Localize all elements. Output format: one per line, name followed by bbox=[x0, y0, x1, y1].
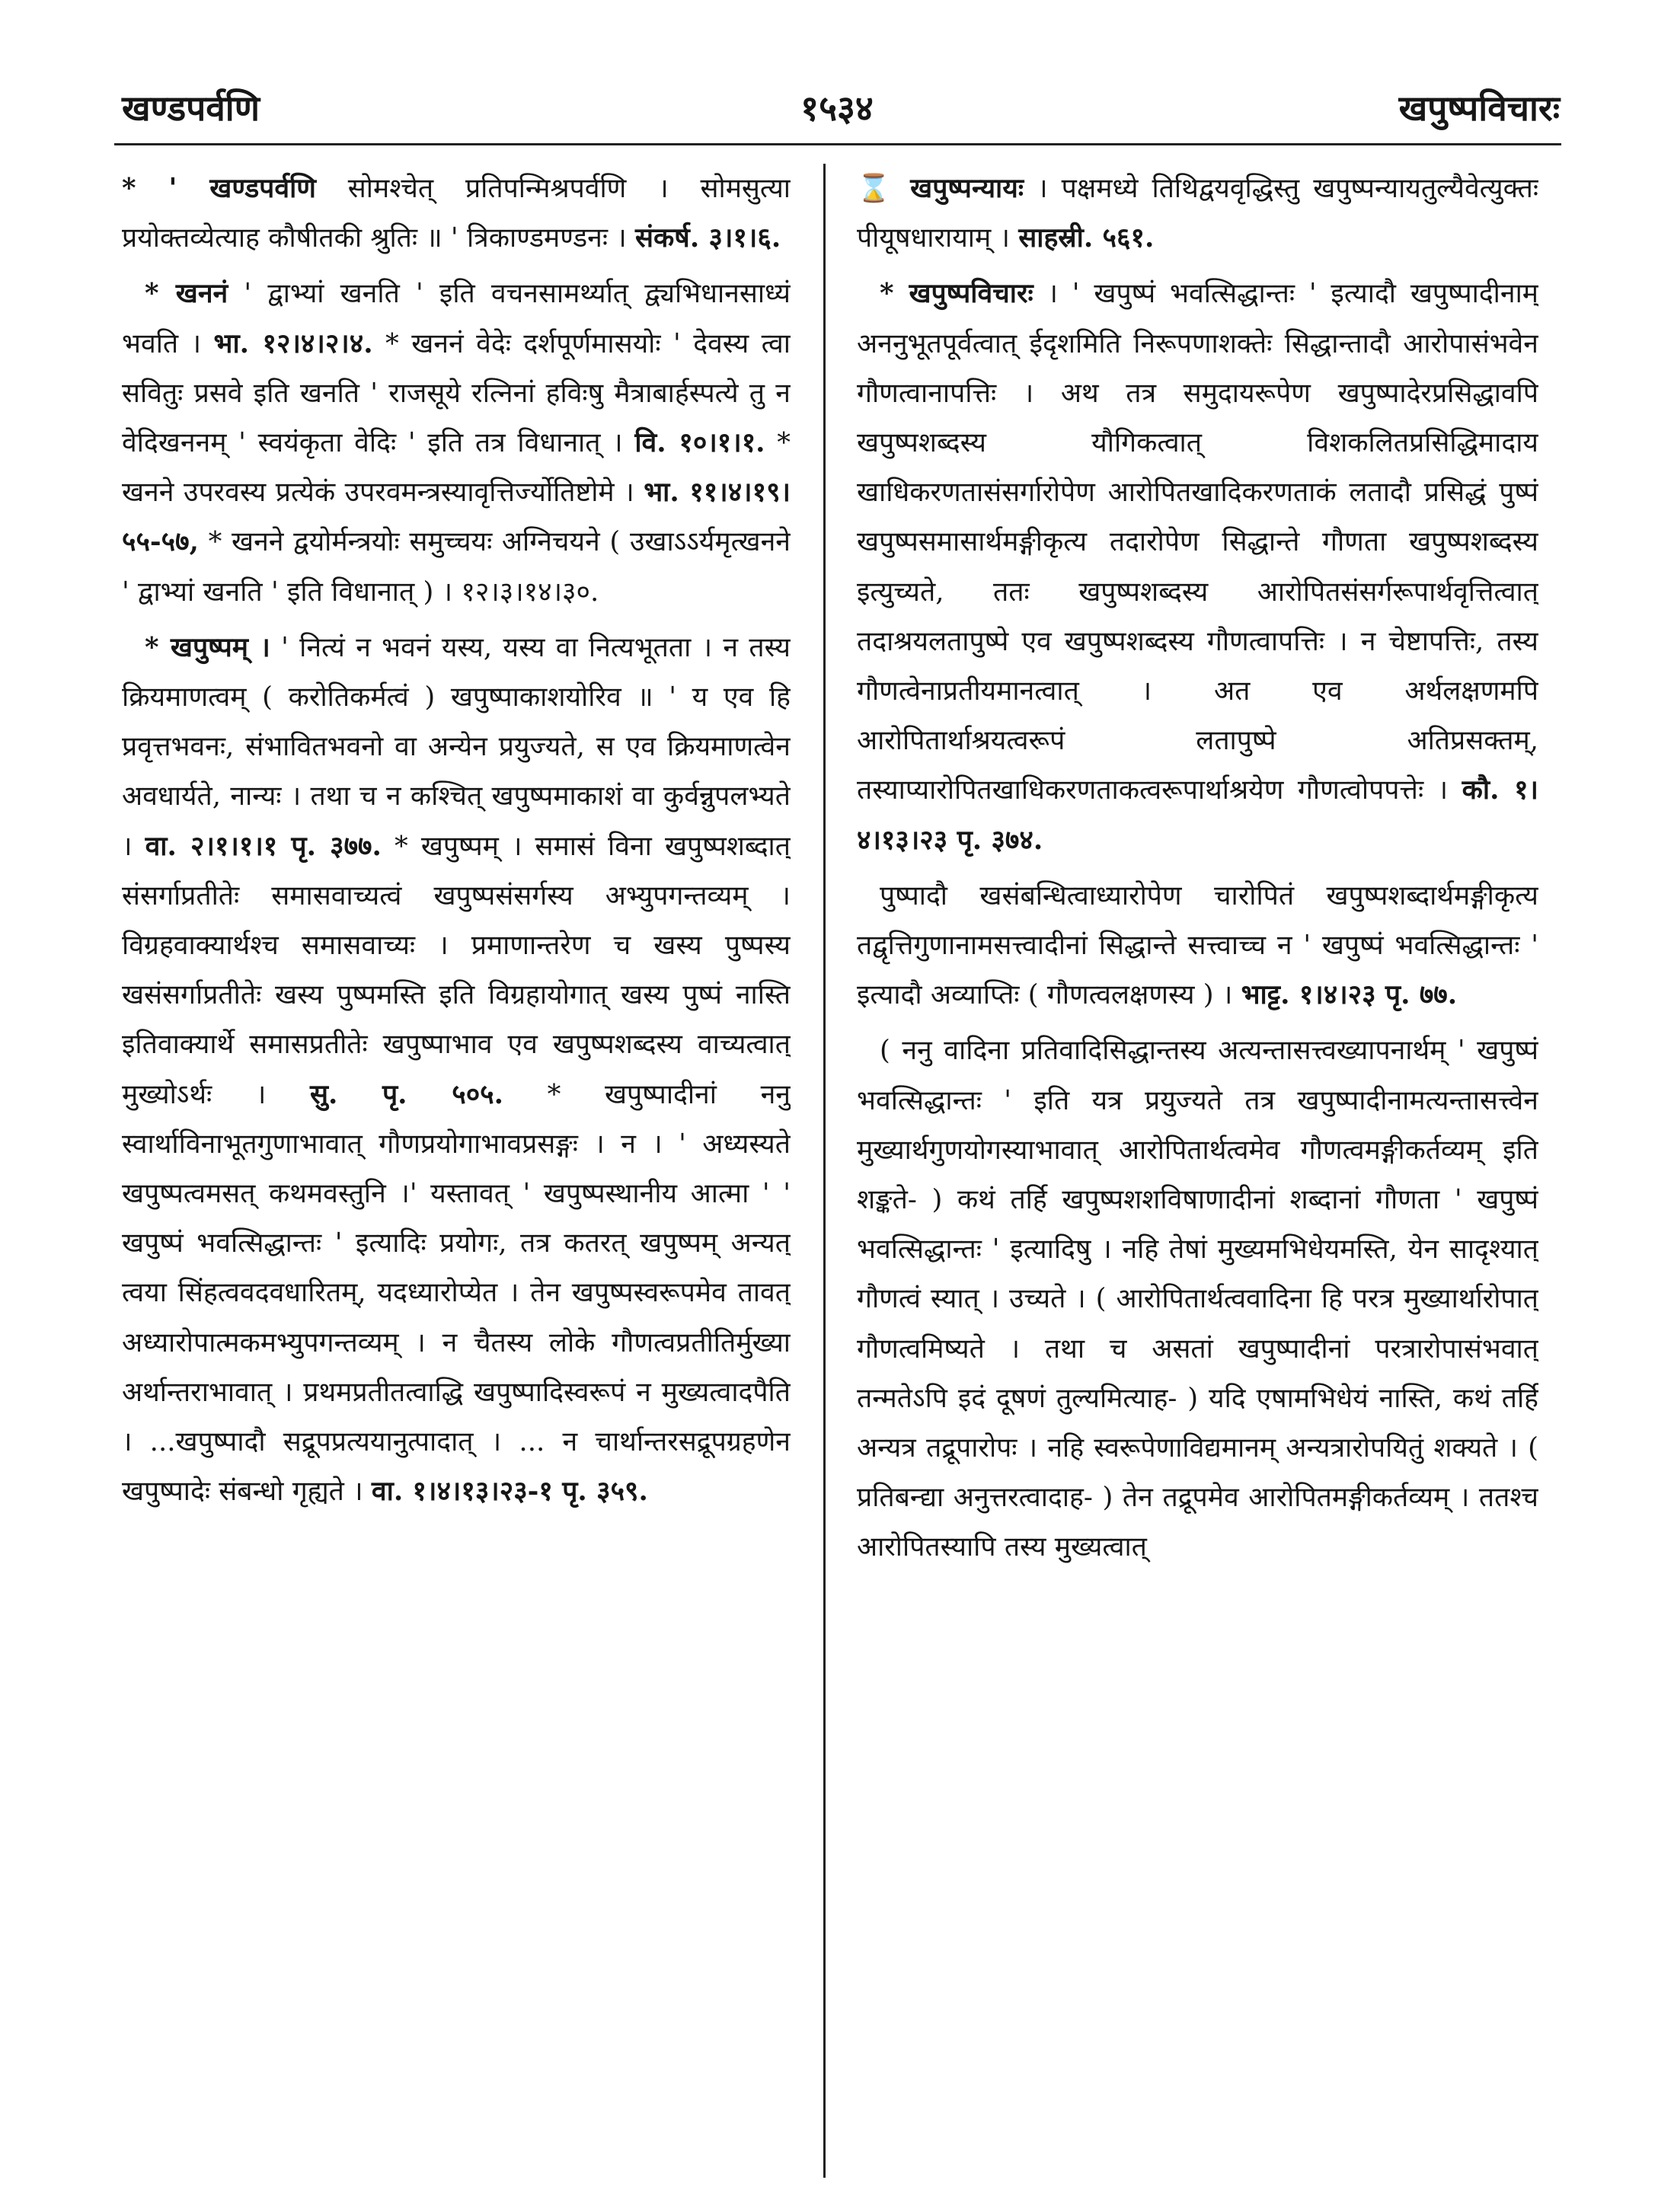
entry-khapushpam: * खपुष्पम् । ' नित्यं न भवनं यस्य, यस्य वा नित्यभूतता । न तस्य क्रियमाणत्वम् ( करोतिकर्मत्वं ) खपुष्पाकाशयोरिव ॥ ' य एव हि प्रवृत्तभवनः, संभावितभवनो वा अन्येन प्रयुज्यते, स एव क्रियमाणत्वेन अवधार्यते, नान्यः । तथा च न कश्चित् खपुष्पमाकाशं वा कुर्वन्नुपलभ्यते । वा. २।१।१।१ पृ. ३७७. * खपुष्पम् । समासं विना खपुष्पशब्दात् संसर्गाप्रतीतेः समासवाच्यत्वं खपुष्पसंसर्गस्य अभ्युपगन्तव्यम् । विग्रहवाक्यार्थश्च समासवाच्यः । प्रमाणान्तरेण च खस्य पुष्पस्य खसंसर्गाप्रतीतेः खस्य पुष्पमस्ति इति विग्रहायोगात् खस्य पुष्पं नास्ति इतिवाक्यार्थे समासप्रतीतेः खपुष्पाभाव एव खपुष्पशब्दस्य वाच्यत्वात् मुख्योऽर्थः । सु. पृ. ५०५. * खपुष्पादीनां ननु स्वार्थाविनाभूतगुणाभावात् गौणप्रयोगाभावप्रसङ्गः । न । ' अध्यस्यते खपुष्पत्वमसत् कथमवस्तुनि ।' यस्तावत् ' खपुष्पस्थानीय आत्मा ' ' खपुष्पं भवत्सिद्धान्तः ' इत्यादिः प्रयोगः, तत्र कतरत् खपुष्पम् अन्यत् त्वया सिंहत्ववदवधारितम्, यदध्यारोप्येत । तेन खपुष्पस्वरूपमेव तावत् अध्यारोपात्मकमभ्युपगन्तव्यम् । न चैतस्य लोके गौणत्वप्रतीतिर्मुख्या अर्थान्तराभावात् । प्रथमप्रतीतत्वाद्धि खपुष्पादिस्वरूपं न मुख्यत्वादपैति । ...खपुष्पादौ सद्रूपप्रत्ययानुत्पादात् । ... न चार्थान्तरसद्रूपग्रहणेन खपुष्पादेः संबन्धो गृह्यते । वा. १।४।१३।२३-१ पृ. ३५९. bbox=[122, 631, 791, 1508]
entry-khapushpanyaya: ⌛ खपुष्पन्यायः । पक्षमध्ये तिथिद्वयवृद्धिस्तु खपुष्पन्यायतुल्यैवेत्युक्तः पीयूषधारायाम् । साहस्री. ५६१. bbox=[857, 173, 1538, 254]
entry-khananam: * खननं ' द्वाभ्यां खनति ' इति वचनसामर्थ्यात् द्व्यभिधानसाध्यं भवति । भा. १२।४।२।४. * खननं वेदेः दर्शपूर्णमासयोः ' देवस्य त्वा सवितुः प्रसवे इति खनति ' राजसूये रत्निनां हविःषु मैत्राबार्हस्पत्ये तु न वेदिखननम् ' स्वयंकृता वेदिः ' इति तत्र विधानात् । वि. १०।१।१. * खनने उपरवस्य प्रत्येकं उपरवमन्त्रस्यावृत्तिर्ज्योतिष्टोमे । भा. ११।४।१९।५५-५७, * खनने द्वयोर्मन्त्रयोः समुच्चयः अग्निचयने ( उखाऽऽर्यमृत्खनने ' द्वाभ्यां खनति ' इति विधानात् ) । १२।३।१४।३०. bbox=[122, 278, 791, 608]
paragraph-pushpadau: पुष्पादौ खसंबन्धित्वाध्यारोपेण चारोपितं खपुष्पशब्दार्थमङ्गीकृत्य तद्वृत्तिगुणानामसत्त्वादीनां सिद्धान्ते सत्त्वाच्च न ' खपुष्पं भवत्सिद्धान्तः ' इत्यादौ अव्याप्तिः ( गौणत्वलक्षणस्य ) । भाट्ट. १।४।२३ पृ. ७७. bbox=[857, 879, 1538, 1011]
left-column bbox=[122, 164, 791, 2182]
right-column bbox=[857, 164, 1538, 2182]
page-number: १५३४ bbox=[800, 88, 874, 129]
header-rule bbox=[114, 143, 1561, 145]
entry-khandaparvani: * ' खण्डपर्वणि सोमश्चेत् प्रतिपन्मिश्रपर्वणि । सोमसुत्या प्रयोक्तव्येत्याह कौषीतकी श्रुतिः ॥ ' त्रिकाण्डमण्डनः । संकर्ष. ३।१।६. bbox=[122, 173, 791, 254]
column-divider bbox=[823, 164, 826, 2178]
paragraph-nanu-vadina: ( ननु वादिना प्रतिवादिसिद्धान्तस्य अत्यन्तासत्त्वख्यापनार्थम् ' खपुष्पं भवत्सिद्धान्तः ' इति यत्र प्रयुज्यते तत्र खपुष्पादीनामत्यन्तासत्त्वेन मुख्यार्थगुणयोगस्याभावात् आरोपितार्थत्वमेव गौणत्वमङ्गीकर्तव्यम् इति शङ्कते- ) कथं तर्हि खपुष्पशशविषाणादीनां शब्दानां गौणता ' खपुष्पं भवत्सिद्धान्तः ' इत्यादिषु । नहि तेषां मुख्यमभिधेयमस्ति, येन सादृश्यात् गौणत्वं स्यात् । उच्यते । ( आरोपितार्थत्ववादिना हि परत्र मुख्यार्थारोपात् गौणत्वमिष्यते । तथा च असतां खपुष्पादीनां परत्रारोपासंभवात् तन्मतेऽपि इदं दूषणं तुल्यमित्याह- ) यदि एषामभिधेयं नास्ति, कथं तर्हि अन्यत्र तद्रूपारोपः । नहि स्वरूपेणाविद्यमानम् अन्यत्रारोपयितुं शक्यते । ( प्रतिबन्द्या अनुत्तरत्वादाह- ) तेन तद्रूपमेव आरोपितमङ्गीकर्तव्यम् । ततश्च आरोपितस्यापि तस्य मुख्यत्वात् bbox=[857, 1035, 1538, 1563]
running-head-left: खण्डपर्वणि bbox=[122, 88, 260, 129]
entry-khapushpavichara: * खपुष्पविचारः । ' खपुष्पं भवत्सिद्धान्तः ' इत्यादौ खपुष्पादीनाम् अननुभूतपूर्वत्वात् ईदृशमिति निरूपणाशक्तेः सिद्धान्तादौ आरोपासंभवेन गौणत्वानापत्तिः । अथ तत्र समुदायरूपेण खपुष्पादेरप्रसिद्धावपि खपुष्पशब्दस्य यौगिकत्वात् विशकलितप्रसिद्धिमादाय खाधिकरणतासंसर्गारोपेण आरोपितखादिकरणताकं लतादौ प्रसिद्धं पुष्पं खपुष्पसमासार्थमङ्गीकृत्य तदारोपेण सिद्धान्ते गौणता खपुष्पशब्दस्य इत्युच्यते, ततः खपुष्पशब्दस्य आरोपितसंसर्गरूपार्थवृत्तित्वात् तदाश्रयलतापुष्पे एव खपुष्पशब्दस्य गौणत्वापत्तिः । न चेष्टापत्तिः, तस्य गौणत्वेनाप्रतीयमानत्वात् । अत एव अर्थलक्षणमपि आरोपितार्थाश्रयत्वरूपं लतापुष्पे अतिप्रसक्तम्, तस्याप्यारोपितखाधिकरणताकत्वरूपार्थाश्रयेण गौणत्वोपपत्तेः । कौ. १।४।१३।२३ पृ. ३७४. bbox=[857, 278, 1538, 856]
running-head-right: खपुष्पविचारः bbox=[1398, 88, 1560, 129]
